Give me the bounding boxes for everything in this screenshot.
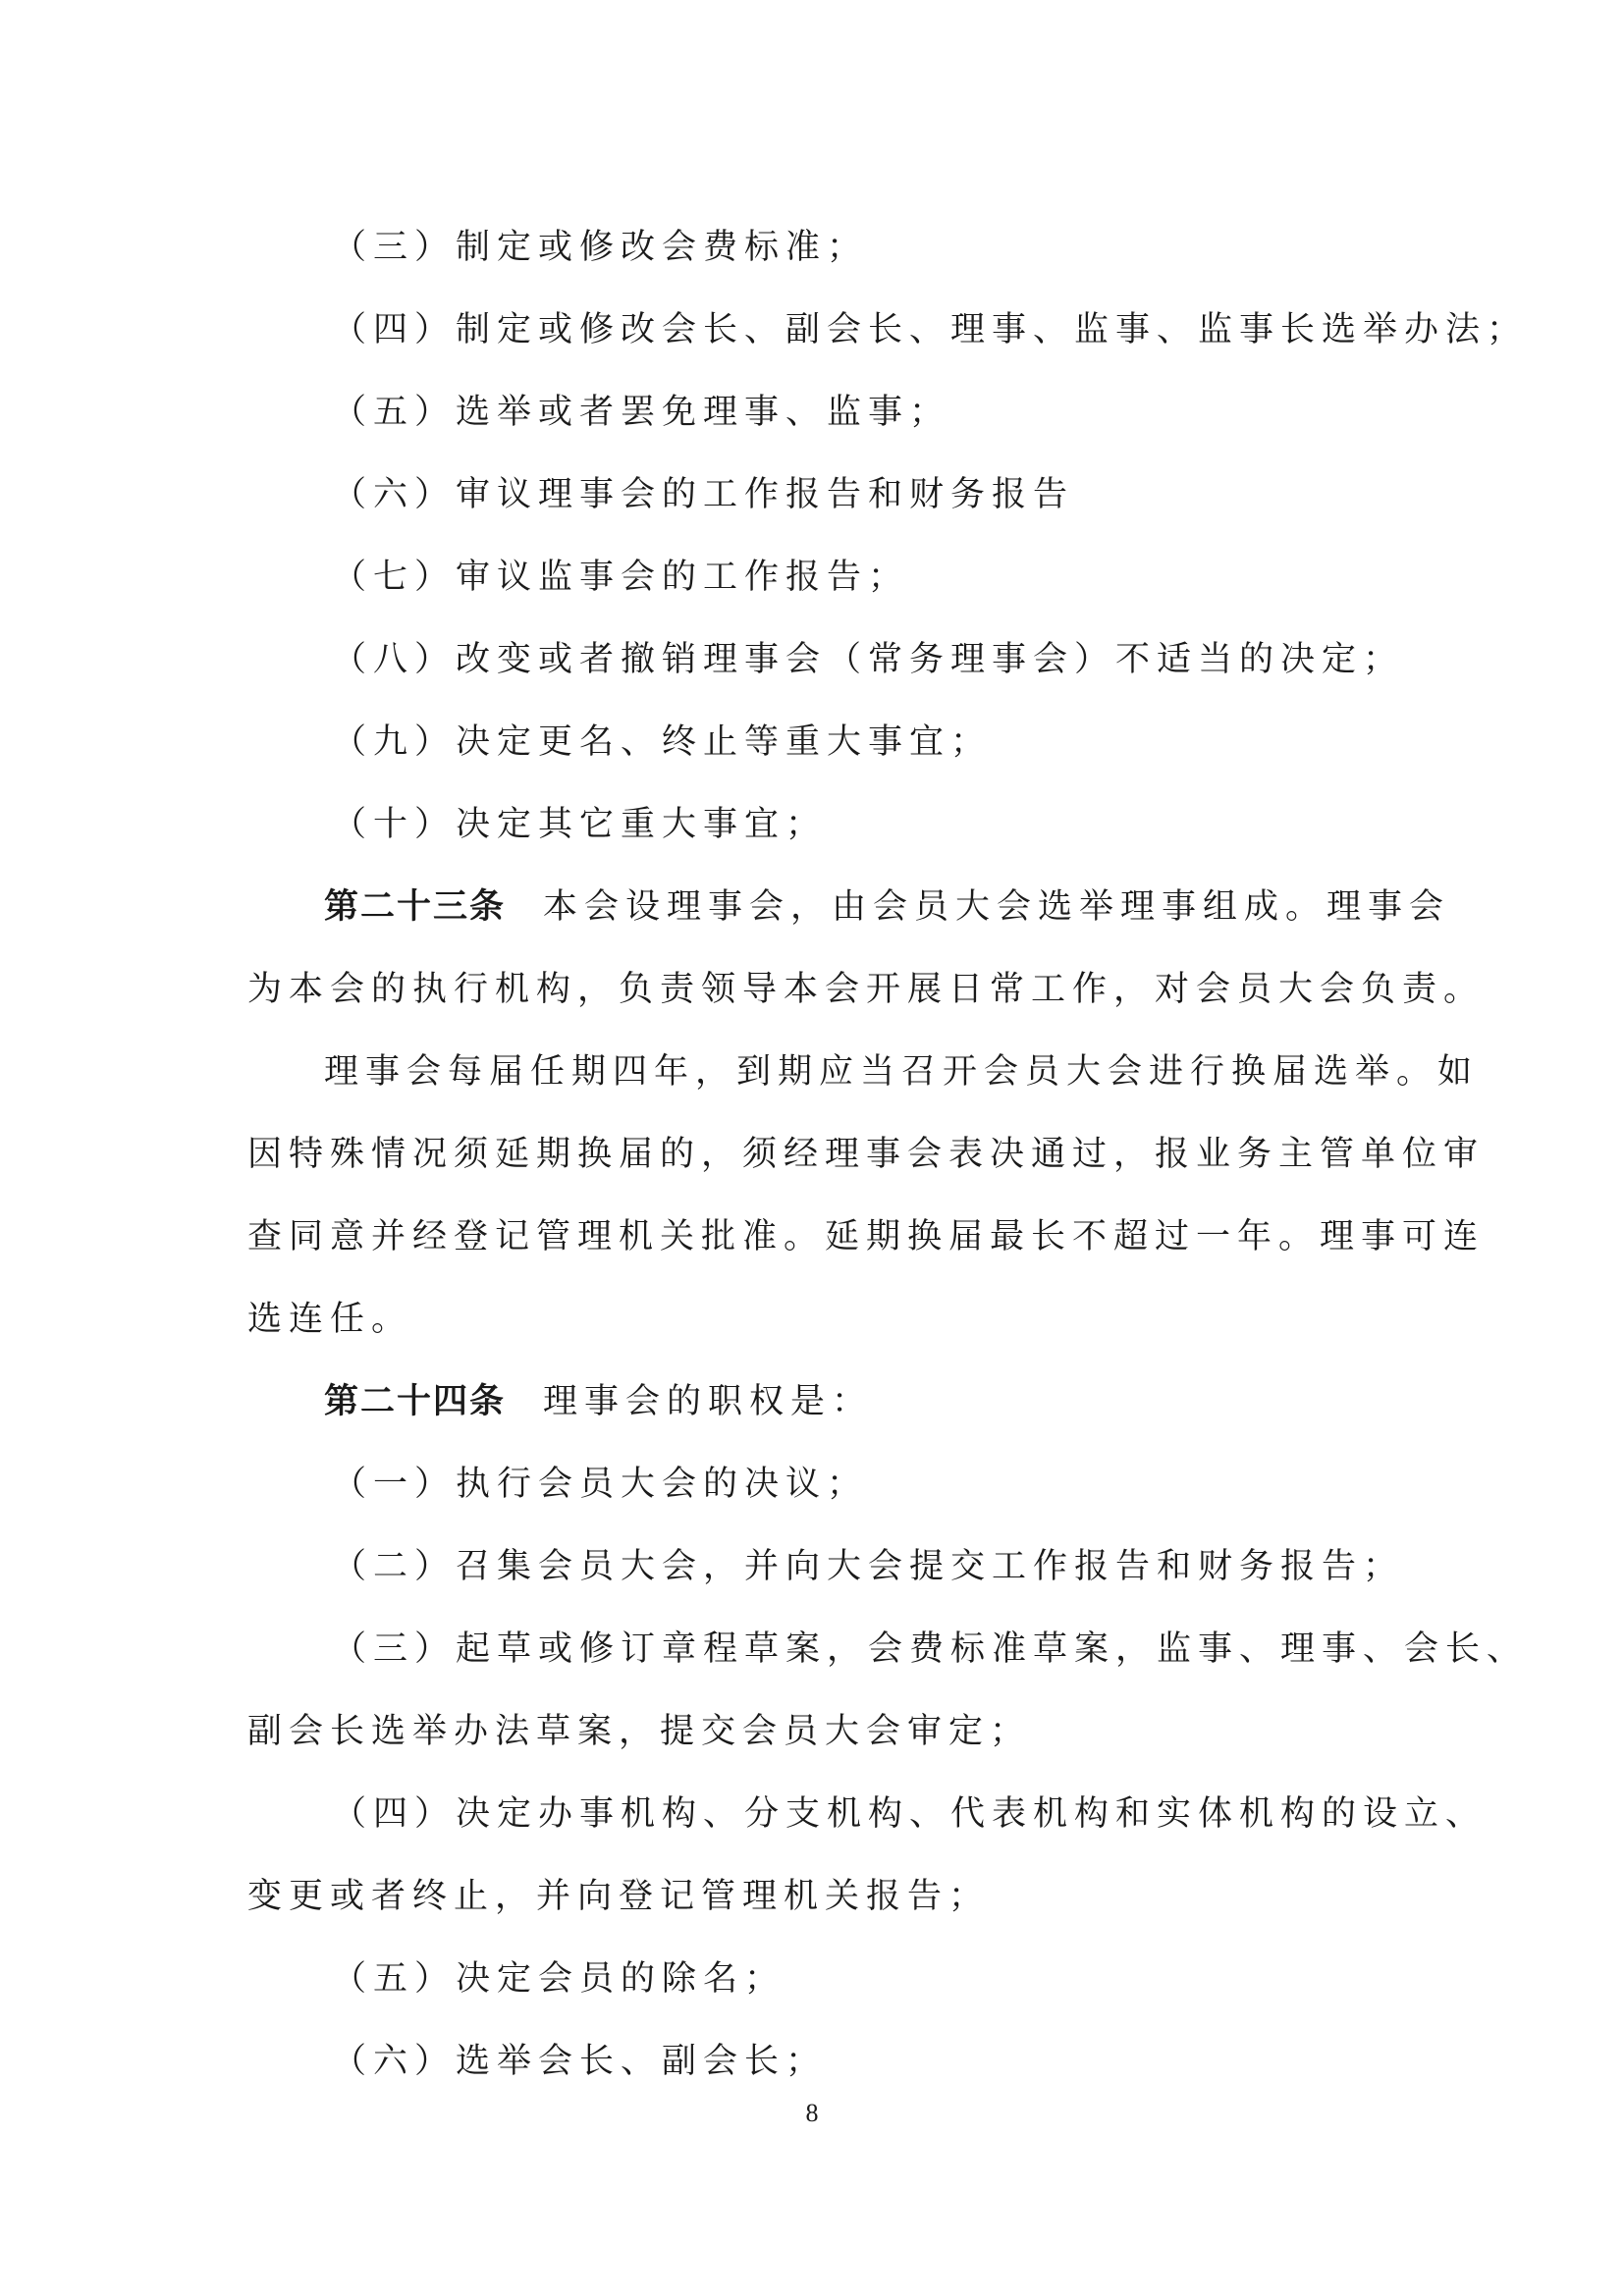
article-23-title: 第二十三条	[324, 887, 507, 927]
article-24-line	[324, 1382, 873, 1421]
council-term-line-2: 因特殊情况须延期换届的，须经理事会表决通过，报业务主管单位审	[247, 1135, 1486, 1174]
clause-8-revoke-decisions: （八）改变或者撤销理事会（常务理事会）不适当的决定；	[332, 640, 1405, 679]
clause-3-fee-standard: （三）制定或修改会费标准；	[332, 228, 869, 267]
power-3-draft-charter-line-2: 副会长选举办法草案，提交会员大会审定；	[247, 1712, 1032, 1751]
power-3-draft-charter-line-1: （三）起草或修订章程草案，会费标准草案，监事、理事、会长、	[332, 1629, 1529, 1669]
clause-7-review-supervisors-report: （七）审议监事会的工作报告；	[332, 558, 910, 597]
article-23-text: 本会设理事会，由会员大会选举理事组成。理事会	[543, 887, 1451, 927]
power-5-remove-members: （五）决定会员的除名；	[332, 1959, 786, 1999]
council-term-line-1: 理事会每届任期四年，到期应当召开会员大会进行换届选举。如	[324, 1052, 1480, 1092]
article-23-line-1	[324, 887, 1450, 927]
article-24-title: 第二十四条	[324, 1382, 507, 1421]
article-24-text: 理事会的职权是：	[543, 1382, 874, 1421]
page-number: 8	[805, 2099, 819, 2127]
article-23-line-2: 为本会的执行机构，负责领导本会开展日常工作，对会员大会负责。	[247, 970, 1486, 1009]
clause-9-rename-terminate: （九）决定更名、终止等重大事宜；	[332, 722, 993, 762]
clause-5-elect-dismiss: （五）选举或者罢免理事、监事；	[332, 393, 951, 432]
power-4-institutions-line-2: 变更或者终止，并向登记管理机关报告；	[247, 1877, 991, 1916]
power-4-institutions-line-1: （四）决定办事机构、分支机构、代表机构和实体机构的设立、	[332, 1794, 1488, 1834]
clause-4-election-rules: （四）制定或修改会长、副会长、理事、监事、监事长选举办法；	[332, 310, 1529, 349]
power-6-elect-president: （六）选举会长、副会长；	[332, 2042, 828, 2081]
council-term-line-4: 选连任。	[247, 1300, 413, 1339]
power-1-execute-resolutions: （一）执行会员大会的决议；	[332, 1465, 869, 1504]
clause-6-review-council-report: （六）审议理事会的工作报告和财务报告	[332, 475, 1075, 514]
power-2-convene-assembly: （二）召集会员大会，并向大会提交工作报告和财务报告；	[332, 1547, 1405, 1586]
clause-10-other-matters: （十）决定其它重大事宜；	[332, 805, 828, 844]
council-term-line-3: 查同意并经登记管理机关批准。延期换届最长不超过一年。理事可连	[247, 1217, 1486, 1256]
